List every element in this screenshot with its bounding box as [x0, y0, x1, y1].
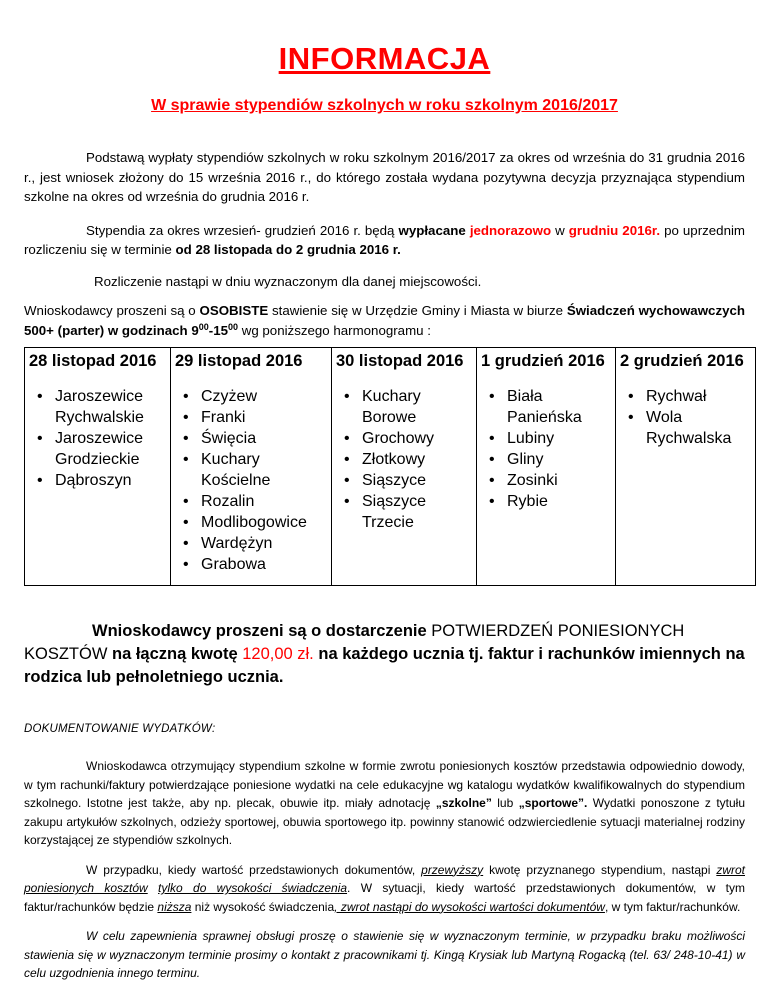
bullet-icon: • — [489, 493, 495, 510]
bullet-icon: • — [489, 451, 495, 468]
list-item: • Rybie — [489, 493, 548, 510]
list-item: • Grabowa — [183, 556, 266, 573]
schedule-date-5: 2 grudzień 2016 — [616, 348, 756, 381]
bullet-icon: • — [344, 388, 350, 405]
schedule-date-2: 29 listopad 2016 — [171, 348, 332, 381]
bullet-icon: • — [183, 493, 189, 510]
page-subtitle: W sprawie stypendiów szkolnych w roku szkolnym 2016/2017 — [151, 97, 618, 114]
places-list — [481, 386, 611, 512]
schedule-places-row — [25, 380, 756, 586]
schedule-date-1: 28 listopad 2016 — [25, 348, 171, 381]
bullet-icon: • — [489, 430, 495, 447]
places-list — [336, 386, 472, 533]
list-item: • Grochowy — [344, 430, 435, 447]
bullet-icon: • — [37, 472, 43, 489]
bullet-icon: • — [628, 409, 634, 426]
bullet-icon: • — [489, 388, 495, 405]
schedule-table — [24, 347, 756, 586]
paragraph-contact: W celu zapewnienia sprawnej obsługi proszę o stawienie się w wyznaczonym terminie, w przypadku braku możliwości stawienia się w wyznaczonym terminie prosimy o kontakt z pracownikami tj. Kingą Krysiak lub Martyną Rogacką (tel. 63/ 248-10-41) w celu uzgodnienia innego terminu. — [24, 929, 745, 980]
paragraph-attendance: Wnioskodawcy proszeni są o OSOBISTE stawienie się w Urzędzie Gminy i Miasta w biurze Świadczeń wychowawczych 500+ (parter) w godzinach $9^{00}-15^{00}$ wg poniższego harmonogramu : — [24, 303, 746, 338]
paragraph-cost-confirmation: Wnioskodawcy proszeni są o dostarczenie POTWIERDZEŃ PONIESIONYCH KOSZTÓW na łączną kwotę 120,00 zł. na każdego ucznia tj. faktur i rachunków imiennych na rodzica lub pełnoletniego ucznia. — [24, 622, 745, 686]
schedule-column-5 — [616, 380, 756, 586]
list-item: • Wola Rychwalska — [628, 409, 732, 447]
bullet-icon: • — [37, 388, 43, 405]
section-heading-documentation: DOKUMENTOWANIE WYDATKÓW: — [24, 723, 216, 735]
places-list — [29, 386, 166, 491]
list-item: • Lubiny — [489, 430, 555, 447]
list-item: • Święcia — [183, 430, 257, 447]
paragraph-documentation: Wnioskodawca otrzymujący stypendium szkolne w formie zwrotu poniesionych kosztów przedstawia odpowiednio dowody, w tym rachunki/faktury potwierdzające poniesione wydatki na cele edukacyjne wg katalogu wydatków kwalifikowalnych do stypendium szkolnego. Istotne jest także, aby np. plecak, obuwie itp. miały adnotację „szkolne” lub „sportowe”. Wydatki ponoszone z tytułu zakupu artykułów szkolnych, odzieży sportowej, obuwia sportowego itp. powinny stanowić odzwierciedlenie sytuacji materialnej rodziny korzystającej ze stypendiów szkolnych. — [24, 759, 745, 847]
paragraph-refund-rules: W przypadku, kiedy wartość przedstawionych dokumentów, przewyższy kwotę przyznanego stypendium, nastąpi zwrot poniesionych kosztów tylko do wysokości świadczenia. W sytuacji, kiedy wartość przedstawionych dokumentów, w tym faktur/rachunków będzie niższa niż wysokość świadczenia, zwrot nastąpi do wysokości wartości dokumentów, w tym faktur/rachunków. — [24, 862, 745, 914]
list-item: • Złotkowy — [344, 451, 426, 468]
schedule-header-row — [25, 348, 756, 381]
bullet-icon: • — [183, 556, 189, 573]
bullet-icon: • — [183, 535, 189, 552]
bullet-icon: • — [489, 472, 495, 489]
bullet-icon: • — [183, 388, 189, 405]
bullet-icon: • — [344, 493, 350, 510]
places-list — [175, 386, 327, 575]
list-item: • Kuchary Borowe — [344, 388, 421, 426]
paragraph-settlement: Rozliczenie nastąpi w dniu wyznaczonym dla danej miejscowości. — [94, 273, 482, 289]
bullet-icon: • — [183, 451, 189, 468]
list-item: • Siąszyce Trzecie — [344, 493, 427, 531]
list-item: • Modlibogowice — [183, 514, 307, 531]
list-item: • Kuchary Kościelne — [183, 451, 271, 489]
bullet-icon: • — [344, 451, 350, 468]
schedule-column-1 — [25, 380, 171, 586]
schedule-column-3 — [332, 380, 477, 586]
list-item: • Rychwał — [628, 388, 707, 405]
list-item: • Siąszyce — [344, 472, 427, 489]
schedule-column-2 — [171, 380, 332, 586]
bullet-icon: • — [37, 430, 43, 447]
schedule-date-4: 1 grudzień 2016 — [477, 348, 616, 381]
schedule-date-3: 30 listopad 2016 — [332, 348, 477, 381]
page-title: INFORMACJA — [278, 41, 491, 76]
bullet-icon: • — [344, 430, 350, 447]
bullet-icon: • — [183, 430, 189, 447]
list-item: • Biała Panieńska — [489, 388, 582, 426]
places-list — [620, 386, 751, 449]
list-item: • Czyżew — [183, 388, 258, 405]
list-item: • Jaroszewice Rychwalskie — [37, 388, 144, 426]
list-item: • Jaroszewice Grodzieckie — [37, 430, 144, 468]
paragraph-basis: Podstawą wypłaty stypendiów szkolnych w roku szkolnym 2016/2017 za okres od września do 31 grudnia 2016 r., jest wniosek złożony do 15 września 2016 r., do którego została wydana pozytywna decyzja przyznająca stypendium szkolne na okres od września do grudnia 2016 r. — [24, 150, 745, 204]
bullet-icon: • — [344, 472, 350, 489]
schedule-column-4 — [477, 380, 616, 586]
list-item: • Gliny — [489, 451, 544, 468]
list-item: • Franki — [183, 409, 246, 426]
list-item: • Wardężyn — [183, 535, 273, 552]
list-item: • Rozalin — [183, 493, 255, 510]
bullet-icon: • — [628, 388, 634, 405]
bullet-icon: • — [183, 409, 189, 426]
bullet-icon: • — [183, 514, 189, 531]
list-item: • Dąbroszyn — [37, 472, 132, 489]
list-item: • Zosinki — [489, 472, 558, 489]
paragraph-payment: Stypendia za okres wrzesień- grudzień 2016 r. będą wypłacane jednorazowo w grudniu 2016r. po uprzednim rozliczeniu się w terminie od 28 listopada do 2 grudnia 2016 r. — [24, 222, 745, 257]
